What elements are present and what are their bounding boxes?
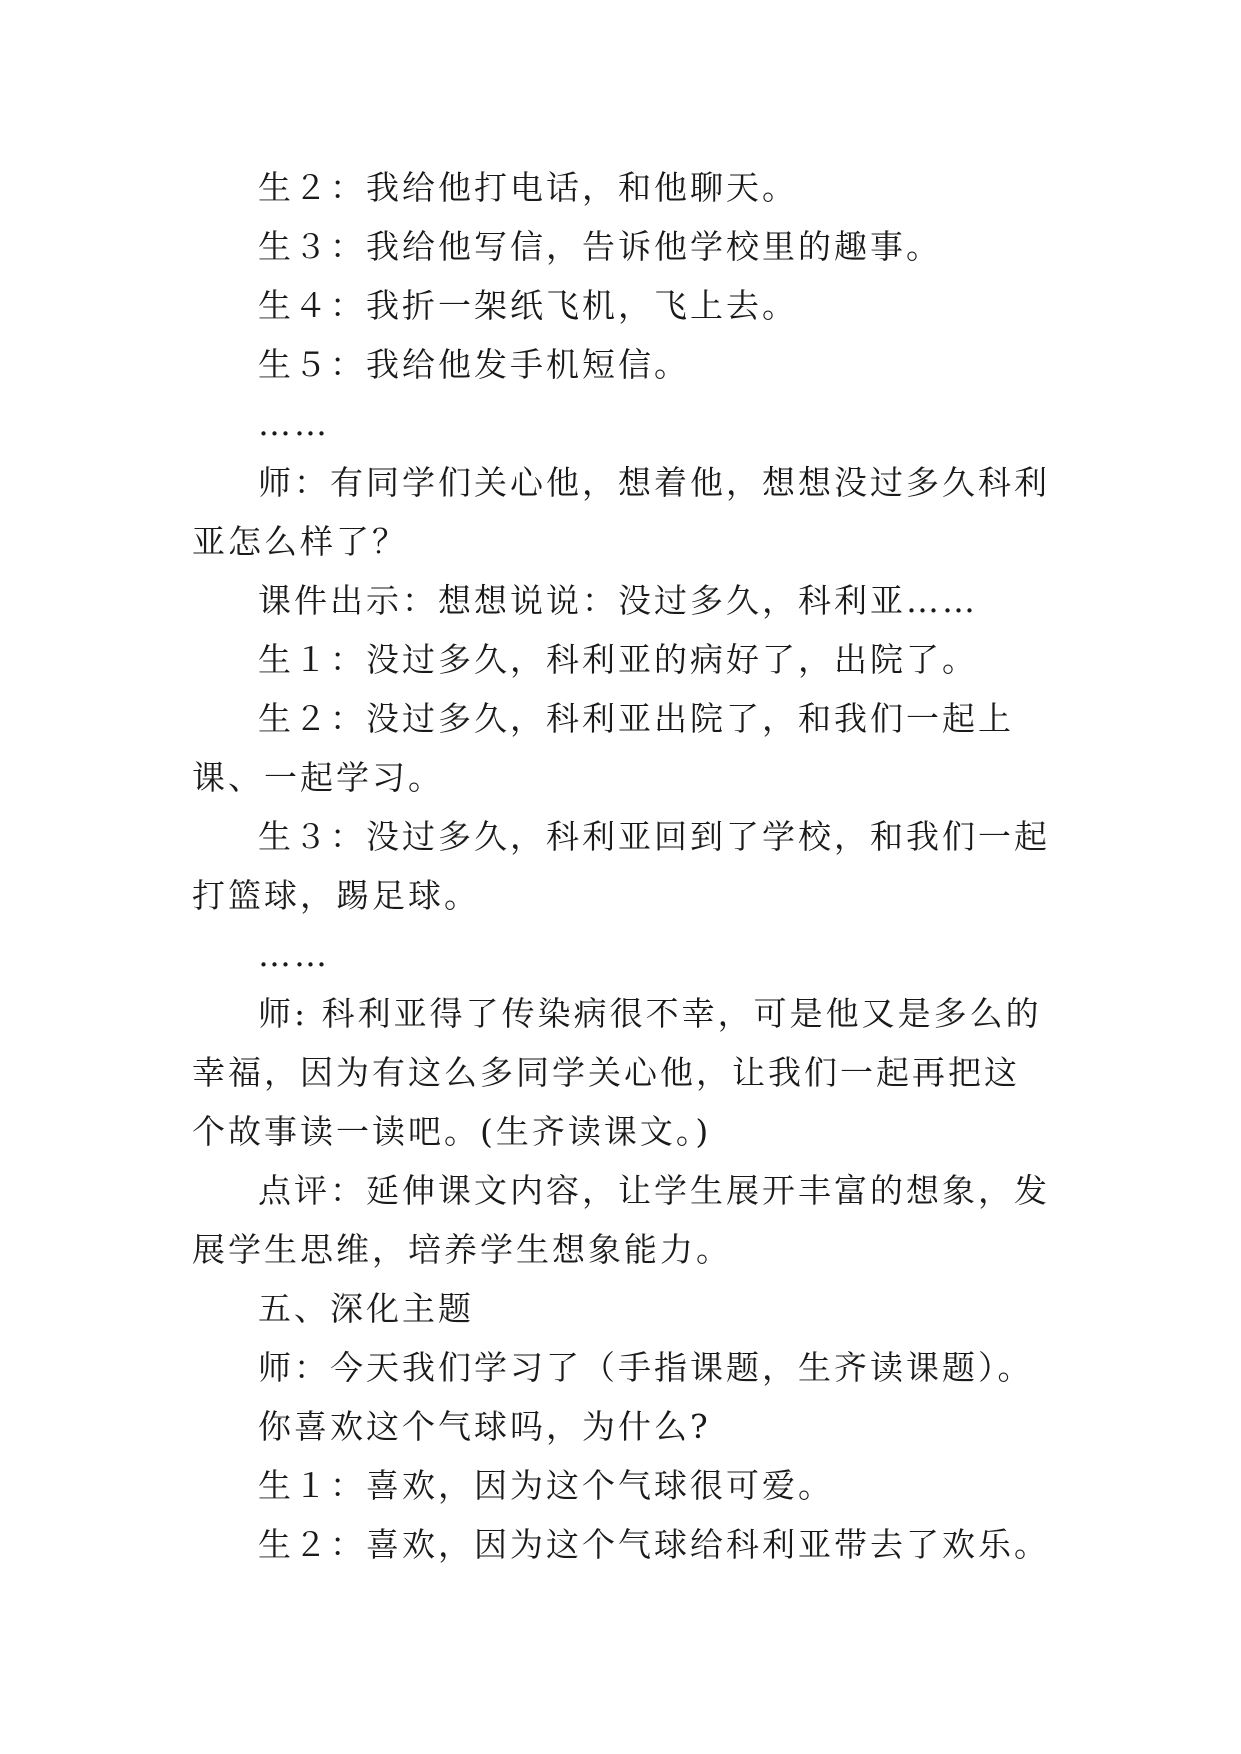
ellipsis-line: …… [258,935,330,974]
paragraph: 生３：没过多久，科利亚回到了学校，和我们一起打篮球，踢足球。 [192,817,1050,915]
paragraph: 你喜欢这个气球吗，为什么? [258,1407,711,1446]
paragraph: 生２：喜欢，因为这个气球给科利亚带去了欢乐。 [258,1525,1050,1564]
paragraph: 生１：喜欢，因为这个气球很可爱。 [258,1466,834,1505]
paragraph: 生１：没过多久，科利亚的病好了，出院了。 [258,640,978,679]
paragraph: 生３：我给他写信，告诉他学校里的趣事。 [258,227,942,266]
paragraph: 生２：没过多久，科利亚出院了，和我们一起上课、一起学习。 [192,699,1014,797]
paragraph: 课件出示：想想说说：没过多久，科利亚…… [258,581,978,620]
paragraph: 生４：我折一架纸飞机，飞上去。 [258,286,798,325]
comment-paragraph: 点评：延伸课文内容，让学生展开丰富的想象，发展学生思维，培养学生想象能力。 [192,1171,1050,1269]
ellipsis-line: …… [258,404,330,443]
paragraph: 师: 科利亚得了传染病很不幸，可是他又是多么的幸福，因为有这么多同学关心他，让我们一起再把这个故事读一读吧。(生齐读课文。) [192,994,1042,1151]
paragraph: 师：今天我们学习了（手指课题，生齐读课题）。 [258,1348,1034,1387]
document-body [192,158,1052,1574]
paragraph: 师：有同学们关心他，想着他，想想没过多久科利亚怎么样了？ [192,463,1050,561]
paragraph: 生５：我给他发手机短信。 [258,345,690,384]
paragraph: 生２：我给他打电话，和他聊天。 [258,168,798,207]
section-heading: 五、深化主题 [258,1289,474,1328]
